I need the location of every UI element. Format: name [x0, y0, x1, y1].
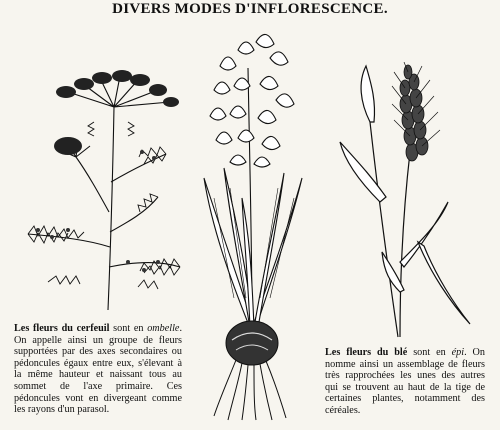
wheat-ear-illustration — [330, 62, 490, 342]
caption-umbel-lead: Les fleurs du cerfeuil — [14, 323, 110, 334]
caption-spike-term: épi — [451, 347, 465, 358]
hyacinth-figure — [190, 28, 315, 423]
caption-umbel — [14, 323, 182, 416]
chervil-figure — [8, 62, 188, 312]
caption-spike — [325, 347, 485, 417]
caption-umbel-body: . On appelle ainsi un groupe de fleurs supportées par des axes secondaires ou pédoncules égaux entre eux, s'élevant à la même hauteur et naissant tous au sommet de l'axe primaire. Ces pédoncules vont en divergeant comme les rayons d'un parasol. — [14, 323, 182, 416]
chervil-umbel-illustration — [8, 62, 188, 312]
wheat-figure — [330, 62, 490, 342]
caption-spike-verb: sont en — [407, 347, 452, 358]
page-title: DIVERS MODES D'INFLORESCENCE. — [112, 1, 388, 17]
caption-spike-lead: Les fleurs du blé — [325, 347, 408, 358]
caption-umbel-verb: sont en — [109, 323, 148, 334]
caption-spike-body: . On nomme ainsi un assemblage de fleurs très rapprochées les unes des autres qui se trouvent au haut de la tige de certaines plantes, notamment des céréales. — [325, 347, 485, 416]
caption-umbel-term: ombelle — [147, 323, 180, 334]
hyacinth-bulb-illustration — [190, 28, 315, 423]
